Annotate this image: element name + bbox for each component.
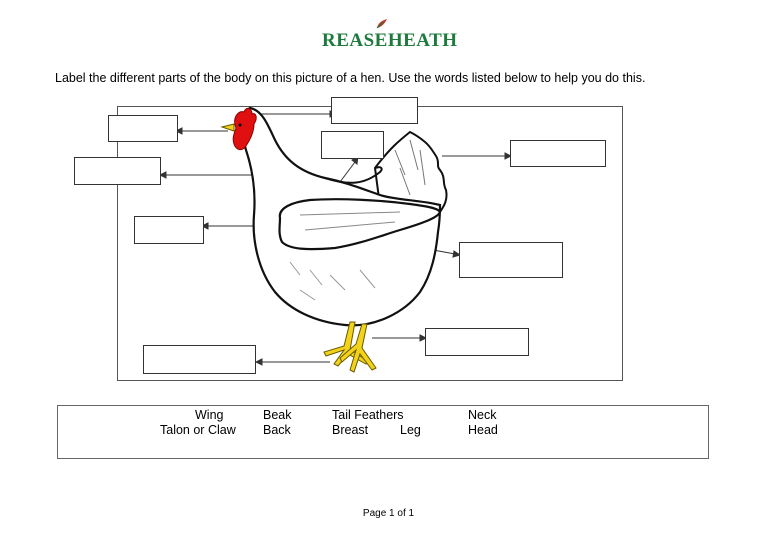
instruction-text: Label the different parts of the body on this picture of a hen. Use the words listed below to help you do this. — [55, 71, 646, 85]
word-back: Back — [263, 423, 291, 437]
label-box-tail[interactable] — [510, 140, 606, 167]
hen-legs — [324, 322, 376, 372]
word-beak: Beak — [263, 408, 292, 422]
word-head: Head — [468, 423, 498, 437]
label-box-head[interactable] — [74, 157, 161, 185]
label-box-wing[interactable] — [459, 242, 563, 278]
label-box-leg[interactable] — [425, 328, 529, 356]
word-neck: Neck — [468, 408, 497, 422]
word-breast: Breast — [332, 423, 369, 437]
word-leg: Leg — [400, 423, 421, 437]
label-box-back[interactable] — [321, 131, 384, 159]
hen-beak — [222, 124, 234, 131]
word-tail-feathers: Tail Feathers — [332, 408, 404, 422]
page-number: Page 1 of 1 — [362, 508, 415, 519]
label-box-breast[interactable] — [134, 216, 204, 244]
word-bank — [57, 405, 709, 459]
label-box-neck-top[interactable] — [331, 97, 418, 124]
label-box-claw[interactable] — [143, 345, 256, 374]
hen-eye — [239, 124, 242, 127]
word-wing: Wing — [195, 408, 224, 422]
reaseheath-logo: REASEHEATH — [322, 30, 458, 51]
label-box-comb[interactable] — [108, 115, 178, 142]
word-talon-or-claw: Talon or Claw — [160, 423, 236, 437]
